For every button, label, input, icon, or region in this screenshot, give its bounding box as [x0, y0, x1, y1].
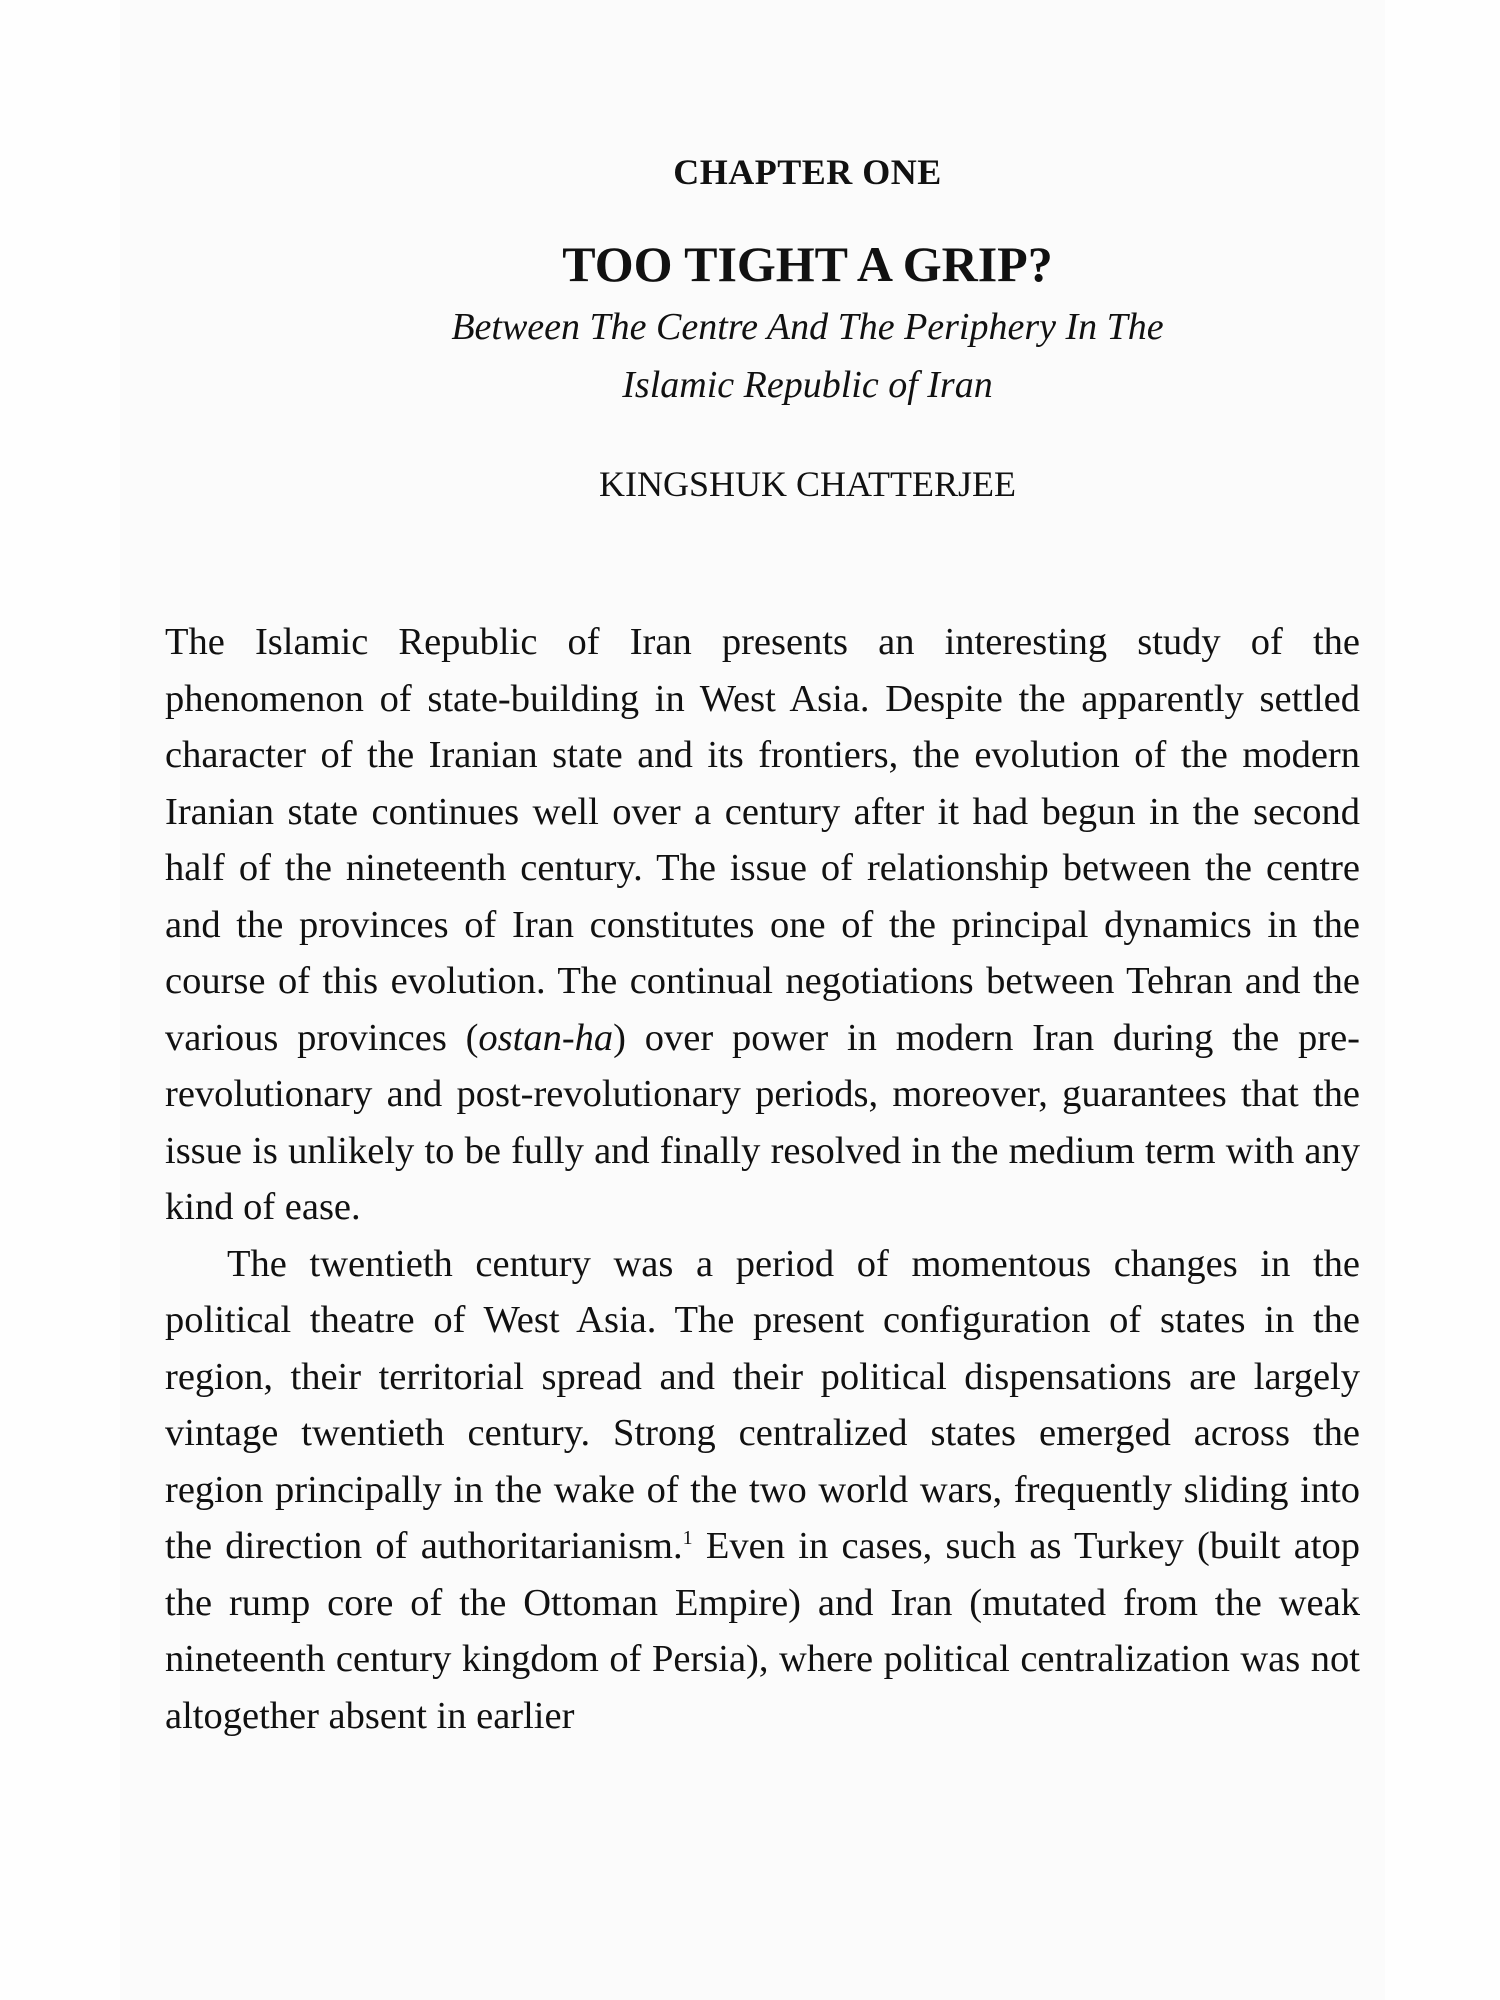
- paragraph-1-text-a: The Islamic Republic of Iran presents an interesting study of the phenomenon of state-building in West Asia. Despite the apparently settled character of the Iranian state and its frontiers, the evolution of the modern Iranian state continues well over a century after it had begun in the second half of the nineteenth century. The issue of relationship between the centre and the provinces of Iran constitutes one of the principal dynamics in the course of this evolution. The continual negotiations between Tehran and the various provinces (: [165, 621, 1360, 1059]
- subtitle-line-1: Between The Centre And The Periphery In The: [451, 306, 1164, 348]
- chapter-subtitle: [165, 298, 1360, 414]
- paragraph-2-text-b: Even in cases, such as Turkey (built atop the rump core of the Ottoman Empire) and Iran (mutated from the weak nineteenth century kingdom of Persia), where political centralization was not altogether absent in earlier: [165, 1525, 1360, 1737]
- footnote-marker[interactable]: 1: [682, 1527, 693, 1550]
- chapter-title: TOO TIGHT A GRIP?: [562, 236, 1053, 292]
- paragraph-1: [165, 614, 1360, 1236]
- author-name: KINGSHUK CHATTERJEE: [599, 464, 1016, 504]
- chapter-label: CHAPTER ONE: [673, 152, 942, 192]
- paragraph-1-italic-term: ostan-ha: [478, 1016, 614, 1059]
- paragraph-2: [165, 1236, 1360, 1745]
- page-content: [165, 150, 1360, 1744]
- body-text: [165, 614, 1360, 1744]
- paragraph-1-text-b: ) over power in modern Iran during the pre-revolutionary and post-revolutionary periods, moreover, guarantees that the issue is unlikely to be fully and finally resolved in the medium term with any kind of ease.: [165, 1016, 1360, 1228]
- paragraph-2-text-a: The twentieth century was a period of momentous changes in the political theatre of West Asia. The present configuration of states in the region, their territorial spread and their political dispensations are largely vintage twentieth century. Strong centralized states emerged across the region principally in the wake of the two world wars, frequently sliding into the direction of authoritarianism.: [165, 1242, 1360, 1567]
- subtitle-line-2: Islamic Republic of Iran: [622, 364, 993, 406]
